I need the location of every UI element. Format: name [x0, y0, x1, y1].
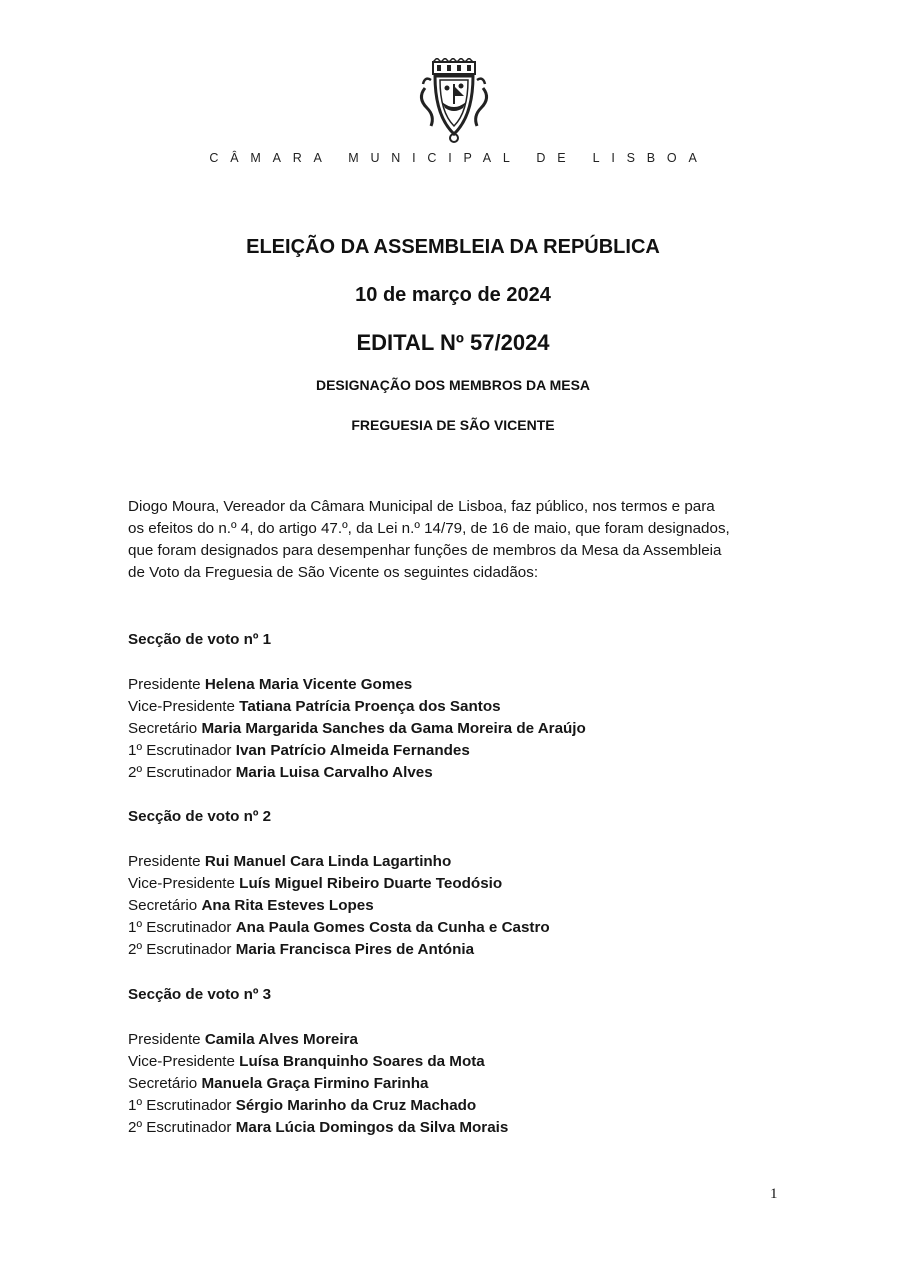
section-title: Secção de voto nº 1: [128, 631, 272, 648]
intro-line: os efeitos do n.º 4, do artigo 47.º, da Lei n.º 14/79, de 16 de maio, que foram designados,: [128, 520, 730, 537]
edital-number: EDITAL Nº 57/2024: [356, 330, 550, 355]
member-role: Vice-Presidente: [128, 875, 235, 892]
member-row: [128, 1051, 808, 1073]
member-row: [128, 718, 808, 740]
page-number: 1: [770, 1186, 778, 1202]
member-role: 1º Escrutinador: [128, 1097, 232, 1114]
member-row: [128, 1095, 808, 1117]
intro-line: que foram designados para desempenhar funções de membros da Mesa da Assembleia: [128, 542, 722, 559]
member-name: Luís Miguel Ribeiro Duarte Teodósio: [239, 875, 503, 892]
member-name: Helena Maria Vicente Gomes: [204, 676, 413, 693]
section-title: Secção de voto nº 3: [128, 986, 272, 1003]
member-name: Sérgio Marinho da Cruz Machado: [235, 1097, 477, 1114]
member-row: [128, 1117, 808, 1139]
member-row: [128, 939, 808, 961]
member-row: [128, 674, 808, 696]
parish-name: FREGUESIA DE SÃO VICENTE: [351, 417, 555, 433]
voting-section-1: [128, 629, 808, 784]
member-row: [128, 740, 808, 762]
member-row: [128, 873, 808, 895]
member-name: Maria Francisca Pires de Antónia: [235, 941, 475, 958]
intro-paragraph: [128, 496, 784, 584]
member-role: Vice-Presidente: [128, 698, 235, 715]
intro-line: Diogo Moura, Vereador da Câmara Municipal de Lisboa, faz público, nos termos e para: [128, 498, 715, 515]
member-role: Secretário: [128, 897, 198, 914]
member-row: [128, 696, 808, 718]
voting-section-2: [128, 806, 808, 961]
member-row: [128, 762, 808, 784]
election-date: 10 de março de 2024: [355, 284, 551, 306]
section-title: Secção de voto nº 2: [128, 808, 272, 825]
lisbon-coat-of-arms-icon: [411, 58, 497, 144]
member-name: Manuela Graça Firmino Farinha: [201, 1075, 429, 1092]
member-role: 2º Escrutinador: [128, 1119, 232, 1136]
document-subtitle: DESIGNAÇÃO DOS MEMBROS DA MESA: [315, 377, 591, 393]
member-role: Vice-Presidente: [128, 1053, 235, 1070]
member-role: Presidente: [128, 853, 201, 870]
member-role: 2º Escrutinador: [128, 941, 232, 958]
member-name: Tatiana Patrícia Proença dos Santos: [239, 698, 501, 715]
member-name: Maria Margarida Sanches da Gama Moreira de Araújo: [201, 720, 586, 737]
member-name: Ivan Patrício Almeida Fernandes: [235, 742, 470, 759]
document-title: ELEIÇÃO DA ASSEMBLEIA DA REPÚBLICA: [246, 236, 660, 258]
member-role: Presidente: [128, 676, 201, 693]
member-role: Secretário: [128, 720, 198, 737]
member-name: Rui Manuel Cara Linda Lagartinho: [204, 853, 452, 870]
member-name: Ana Rita Esteves Lopes: [201, 897, 374, 914]
member-row: [128, 851, 808, 873]
member-row: [128, 895, 808, 917]
intro-line: de Voto da Freguesia de São Vicente os seguintes cidadãos:: [128, 564, 539, 581]
member-row: [128, 917, 808, 939]
member-row: [128, 1029, 808, 1051]
member-role: 1º Escrutinador: [128, 742, 232, 759]
member-name: Camila Alves Moreira: [204, 1031, 358, 1048]
member-role: 2º Escrutinador: [128, 764, 232, 781]
institution-name: CÂMARA MUNICIPAL DE LISBOA: [209, 151, 709, 165]
member-name: Maria Luisa Carvalho Alves: [235, 764, 433, 781]
member-name: Mara Lúcia Domingos da Silva Morais: [235, 1119, 509, 1136]
member-name: Luísa Branquinho Soares da Mota: [239, 1053, 485, 1070]
member-role: Secretário: [128, 1075, 198, 1092]
member-row: [128, 1073, 808, 1095]
member-name: Ana Paula Gomes Costa da Cunha e Castro: [235, 919, 550, 936]
member-role: 1º Escrutinador: [128, 919, 232, 936]
voting-section-3: [128, 984, 808, 1139]
member-role: Presidente: [128, 1031, 201, 1048]
